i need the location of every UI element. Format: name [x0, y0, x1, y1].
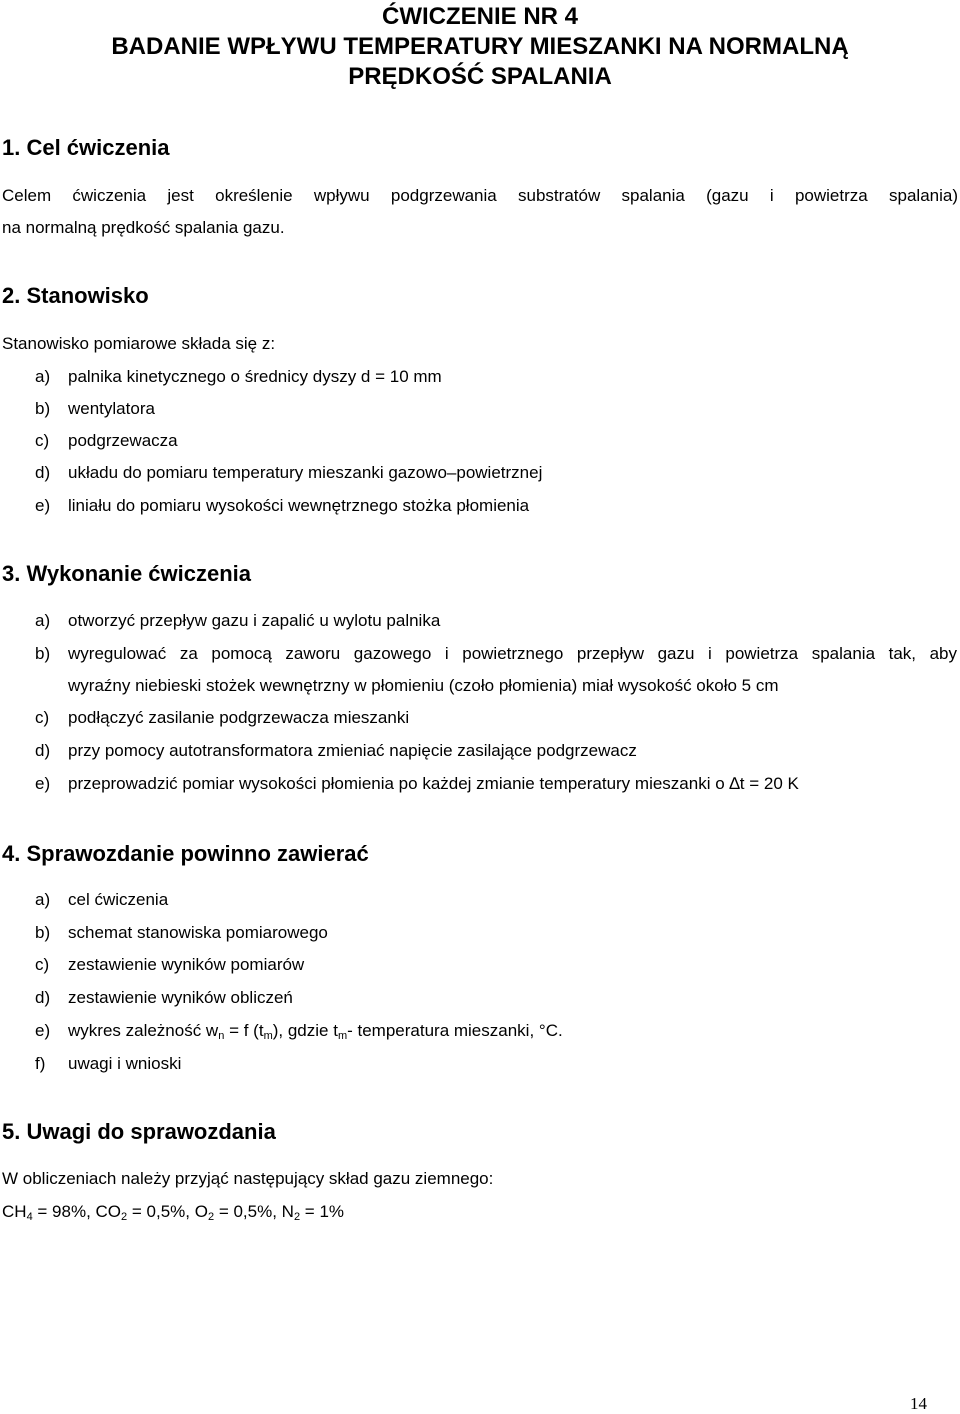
subscript: m	[337, 1030, 348, 1042]
section-5-intro: W obliczeniach należy przyjąć następujący skład gazu ziemnego:	[2, 1169, 494, 1188]
list-marker: c)	[35, 708, 50, 727]
list-marker: b)	[35, 644, 51, 663]
text-segment: = 0,5%, O	[127, 1202, 208, 1221]
list-marker: b)	[35, 399, 51, 418]
text-segment: CH	[2, 1202, 27, 1221]
list-marker: a)	[35, 611, 51, 630]
text-segment: = f (t	[224, 1021, 264, 1040]
list-marker: c)	[35, 955, 50, 974]
list-item-text: układu do pomiaru temperatury mieszanki gazowo–powietrznej	[68, 463, 543, 482]
list-item-text: podgrzewacza	[68, 431, 178, 450]
list-marker: e)	[35, 774, 51, 793]
list-item-text: wentylatora	[68, 399, 155, 418]
section-2-heading: 2. Stanowisko	[2, 283, 149, 308]
list-item-text: otworzyć przepływ gazu i zapalić u wylotu palnika	[68, 611, 441, 630]
subscript: 2	[121, 1211, 128, 1223]
subscript: 4	[26, 1211, 33, 1223]
page-number: 14	[910, 1394, 927, 1413]
list-item-text	[68, 1020, 563, 1042]
list-item-text: zestawienie wyników obliczeń	[68, 988, 293, 1007]
list-marker: a)	[35, 367, 51, 386]
list-marker: c)	[35, 431, 50, 450]
list-item-text: przy pomocy autotransformatora zmieniać napięcie zasilające podgrzewacz	[68, 741, 637, 760]
section-2-intro: Stanowisko pomiarowe składa się z:	[2, 334, 276, 353]
subscript: m	[263, 1030, 273, 1042]
section-1-heading: 1. Cel ćwiczenia	[2, 135, 170, 160]
list-marker: e)	[35, 496, 51, 515]
section-1-text-line-2: na normalną prędkość spalania gazu.	[2, 218, 285, 237]
list-item-text: zestawienie wyników pomiarów	[68, 955, 305, 974]
text-segment: = 98%, CO	[32, 1202, 122, 1221]
list-item-text: uwagi i wnioski	[68, 1054, 182, 1073]
list-marker: d)	[35, 988, 51, 1007]
list-item-text: cel ćwiczenia	[68, 890, 169, 909]
text-segment: wykres zależność w	[68, 1021, 219, 1040]
section-3-heading: 3. Wykonanie ćwiczenia	[2, 561, 252, 586]
list-marker: d)	[35, 463, 51, 482]
list-item-text-continuation: wyraźny niebieski stożek wewnętrzny w płomieniu (czoło płomienia) miał wysokość około 5 cm	[68, 676, 779, 695]
list-item-text: wyregulować za pomocą zaworu gazowego i powietrznego przepływ gazu i powietrza spalania tak, aby	[68, 644, 957, 663]
text-segment: - temperatura mieszanki, °C.	[347, 1021, 563, 1040]
list-marker: f)	[35, 1054, 46, 1073]
list-item-text: palnika kinetycznego o średnicy dyszy d = 10 mm	[68, 367, 442, 386]
list-item-text: schemat stanowiska pomiarowego	[68, 923, 328, 942]
gas-composition-formula	[2, 1201, 344, 1223]
list-marker: d)	[35, 741, 51, 760]
list-item	[35, 643, 957, 703]
subscript: n	[218, 1030, 225, 1042]
section-4-heading: 4. Sprawozdanie powinno zawierać	[2, 841, 369, 866]
text-segment: ), gdzie t	[272, 1021, 338, 1040]
title-line-1: ĆWICZENIE NR 4	[381, 3, 578, 30]
section-5-heading: 5. Uwagi do sprawozdania	[2, 1119, 276, 1144]
subscript: 2	[207, 1211, 215, 1223]
title-line-2: BADANIE WPŁYWU TEMPERATURY MIESZANKI NA NORMALNĄ	[111, 33, 849, 60]
section-1-text-line-1: Celem ćwiczenia jest określenie wpływu podgrzewania substratów spalania (gazu i powietrza spalania)	[2, 186, 958, 205]
text-segment: = 0,5%, N	[214, 1202, 294, 1221]
list-item-text: przeprowadzić pomiar wysokości płomienia po każdej zmianie temperatury mieszanki o ∆t = 20 K	[68, 774, 799, 793]
list-item-text: liniału do pomiaru wysokości wewnętrznego stożka płomienia	[68, 496, 530, 515]
list-item-text: podłączyć zasilanie podgrzewacza mieszanki	[68, 708, 410, 727]
subscript: 2	[293, 1211, 301, 1223]
list-marker: e)	[35, 1021, 51, 1040]
text-segment: = 1%	[300, 1202, 345, 1221]
list-marker: a)	[35, 890, 51, 909]
list-marker: b)	[35, 923, 51, 942]
title-line-3: PRĘDKOŚĆ SPALANIA	[348, 63, 612, 90]
